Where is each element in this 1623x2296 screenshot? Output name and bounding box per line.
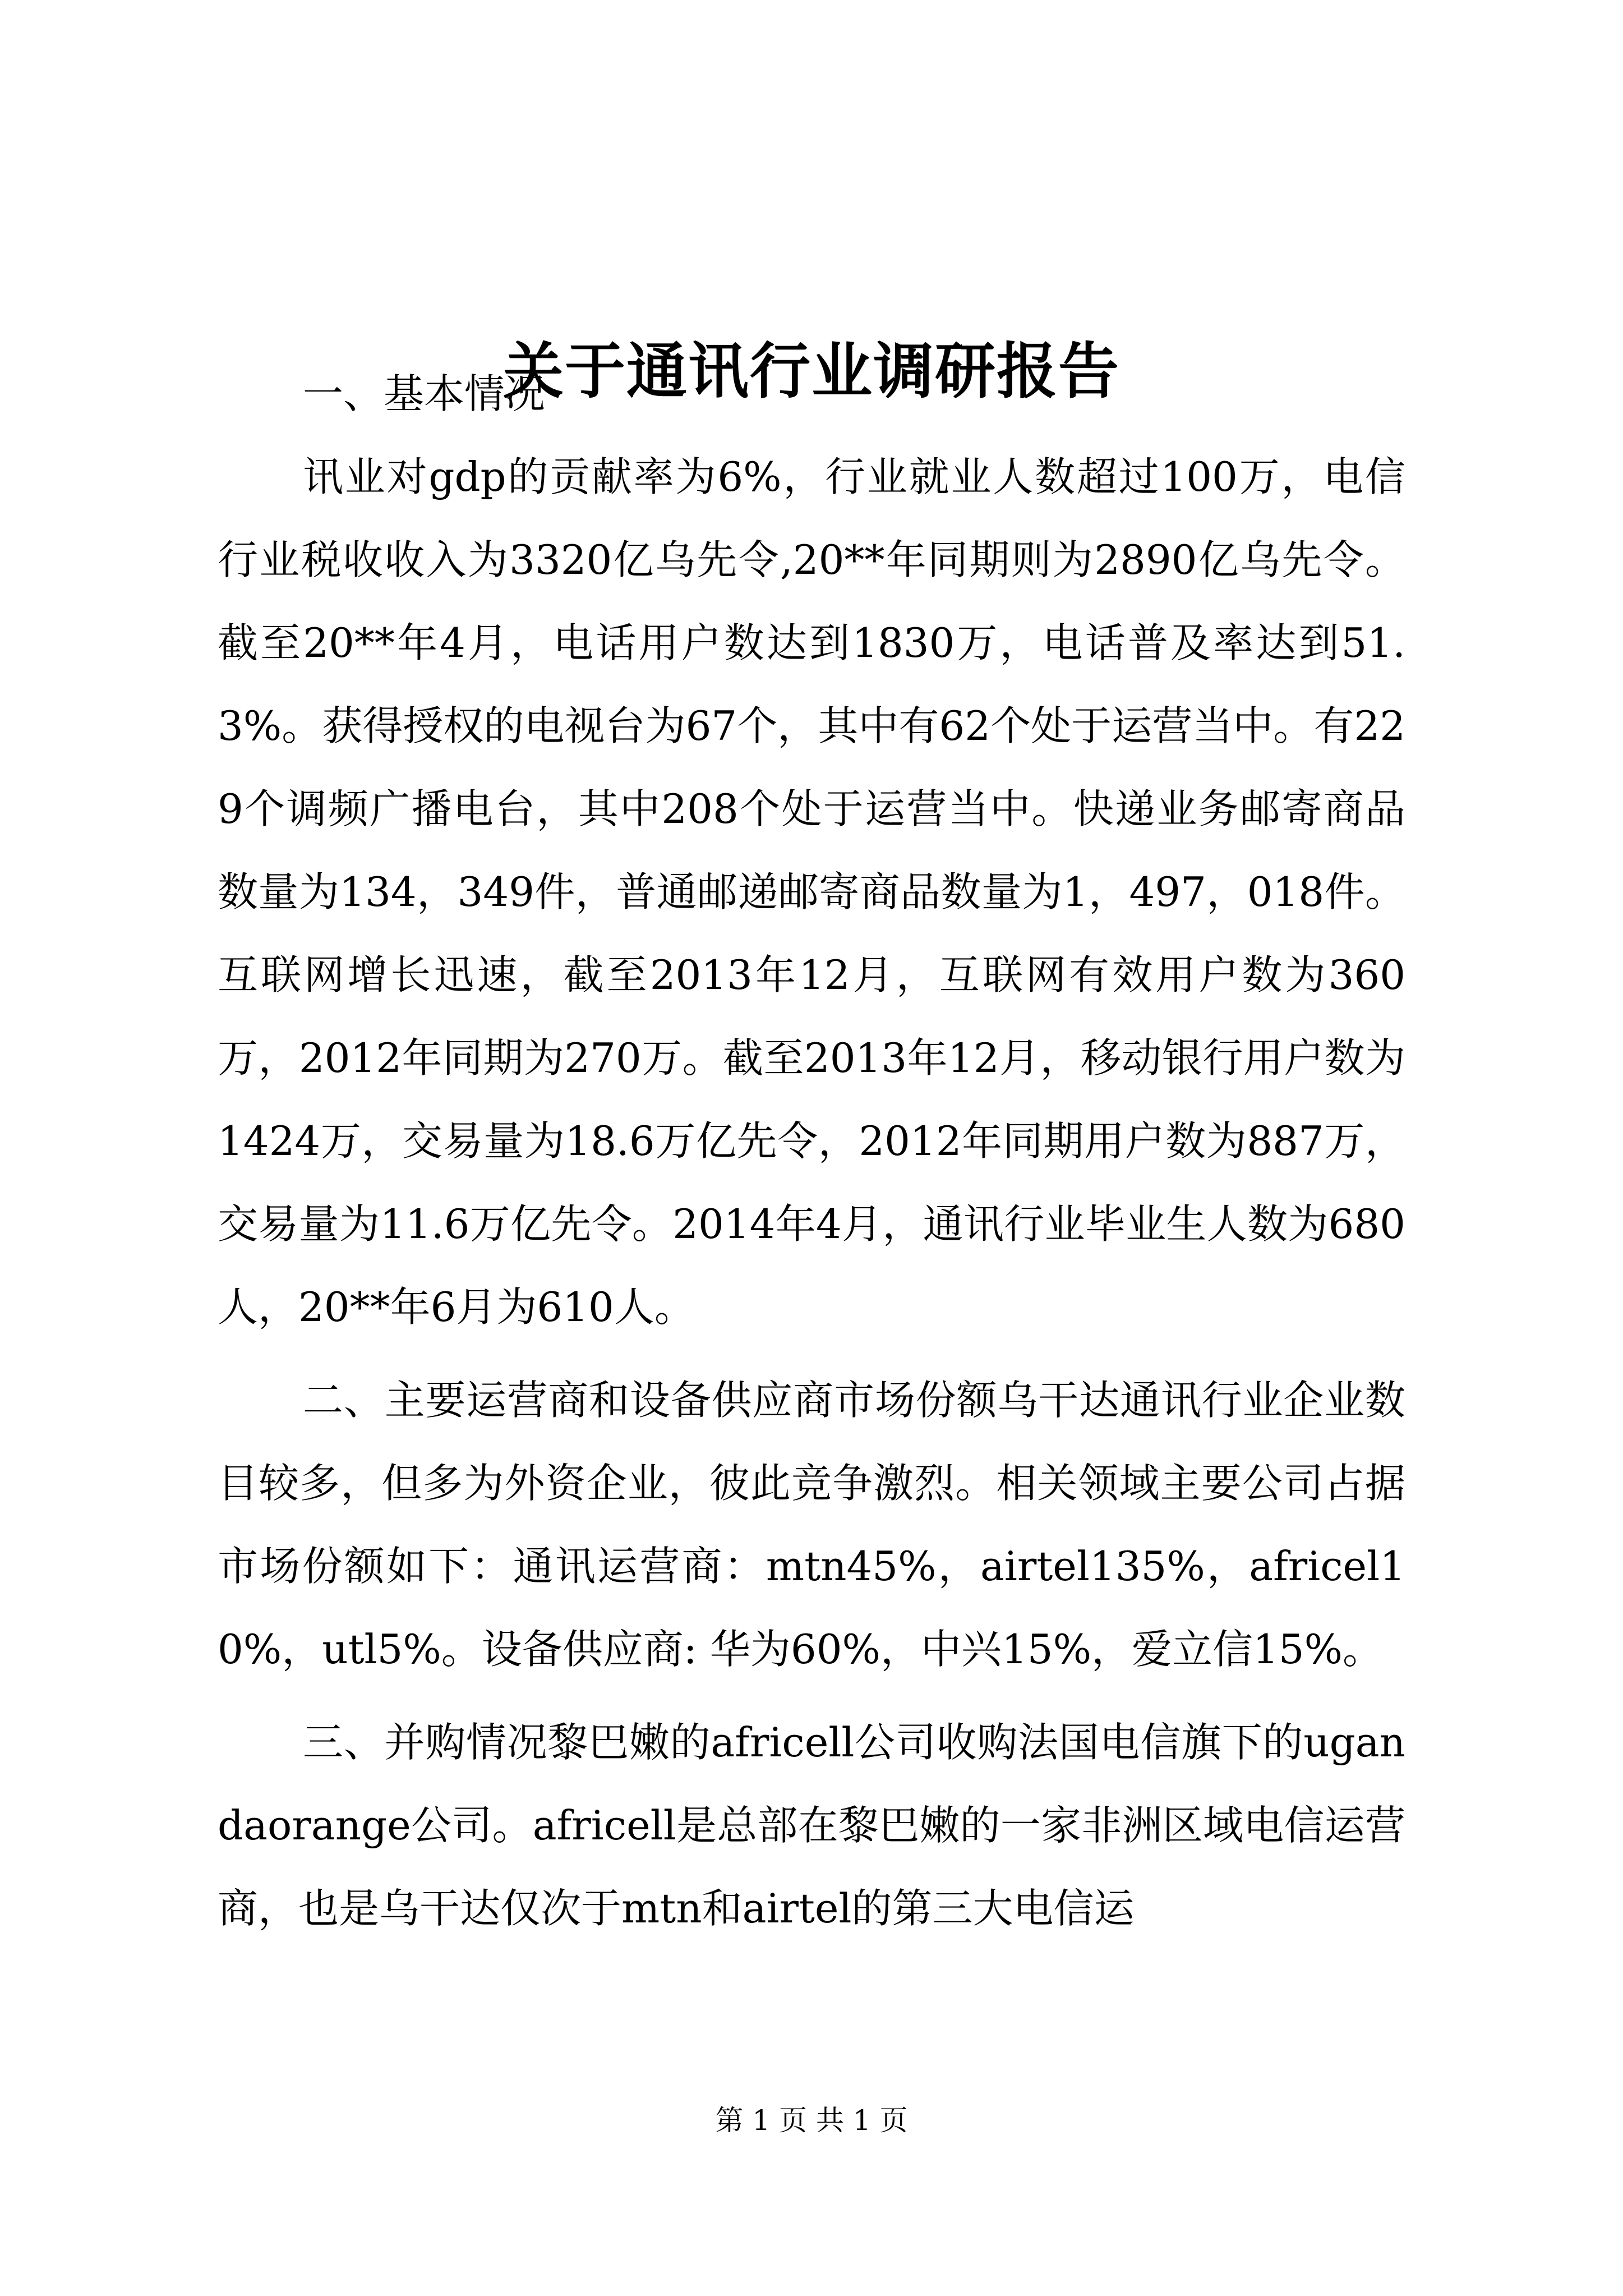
document-title: 关于通讯行业调研报告: [502, 336, 1120, 407]
paragraph-basic-situation: 讯业对gdp的贡献率为6%，行业就业人数超过100万，电信行业税收收入为3320亿乌先令,20**年同期则为2890亿乌先令。截至20**年4月，电话用户数达到1830万，电话普及率达到51.3%。获得授权的电视台为67个，其中有62个处于运营当中。有229个调频广播电台，其中208个处于运营当中。快递业务邮寄商品数量为134，349件，普通邮递邮寄商品数量为1，497，018件。互联网增长迅速，截至2013年12月，互联网有效用户数为360万，2012年同期为270万。截至2013年12月，移动银行用户数为1424万，交易量为18.6万亿先令，2012年同期用户数为887万，交易量为11.6万亿先令。2014年4月，通讯行业毕业生人数为680人，20**年6月为610人。: [218, 453, 1405, 1331]
paragraph-market-share: 二、主要运营商和设备供应商市场份额乌干达通讯行业企业数目较多，但多为外资企业，彼此竞争激烈。相关领域主要公司占据市场份额如下：通讯运营商：mtn45%，airtel135%，africel10%，utl5%。设备供应商: 华为60%，中兴15%，爱立信15%。: [218, 1377, 1405, 1673]
document-body: [218, 352, 1405, 1950]
paragraph-mergers: 三、并购情况黎巴嫩的africell公司收购法国电信旗下的ugandaorange公司。africell是总部在黎巴嫩的一家非洲区域电信运营商，也是乌干达仅次于mtn和airtel的第三大电信运: [218, 1719, 1405, 1932]
page-footer: 第 1 页 共 1 页: [715, 2104, 908, 2137]
section-heading-basic-situation: 一、基本情况: [303, 370, 546, 417]
